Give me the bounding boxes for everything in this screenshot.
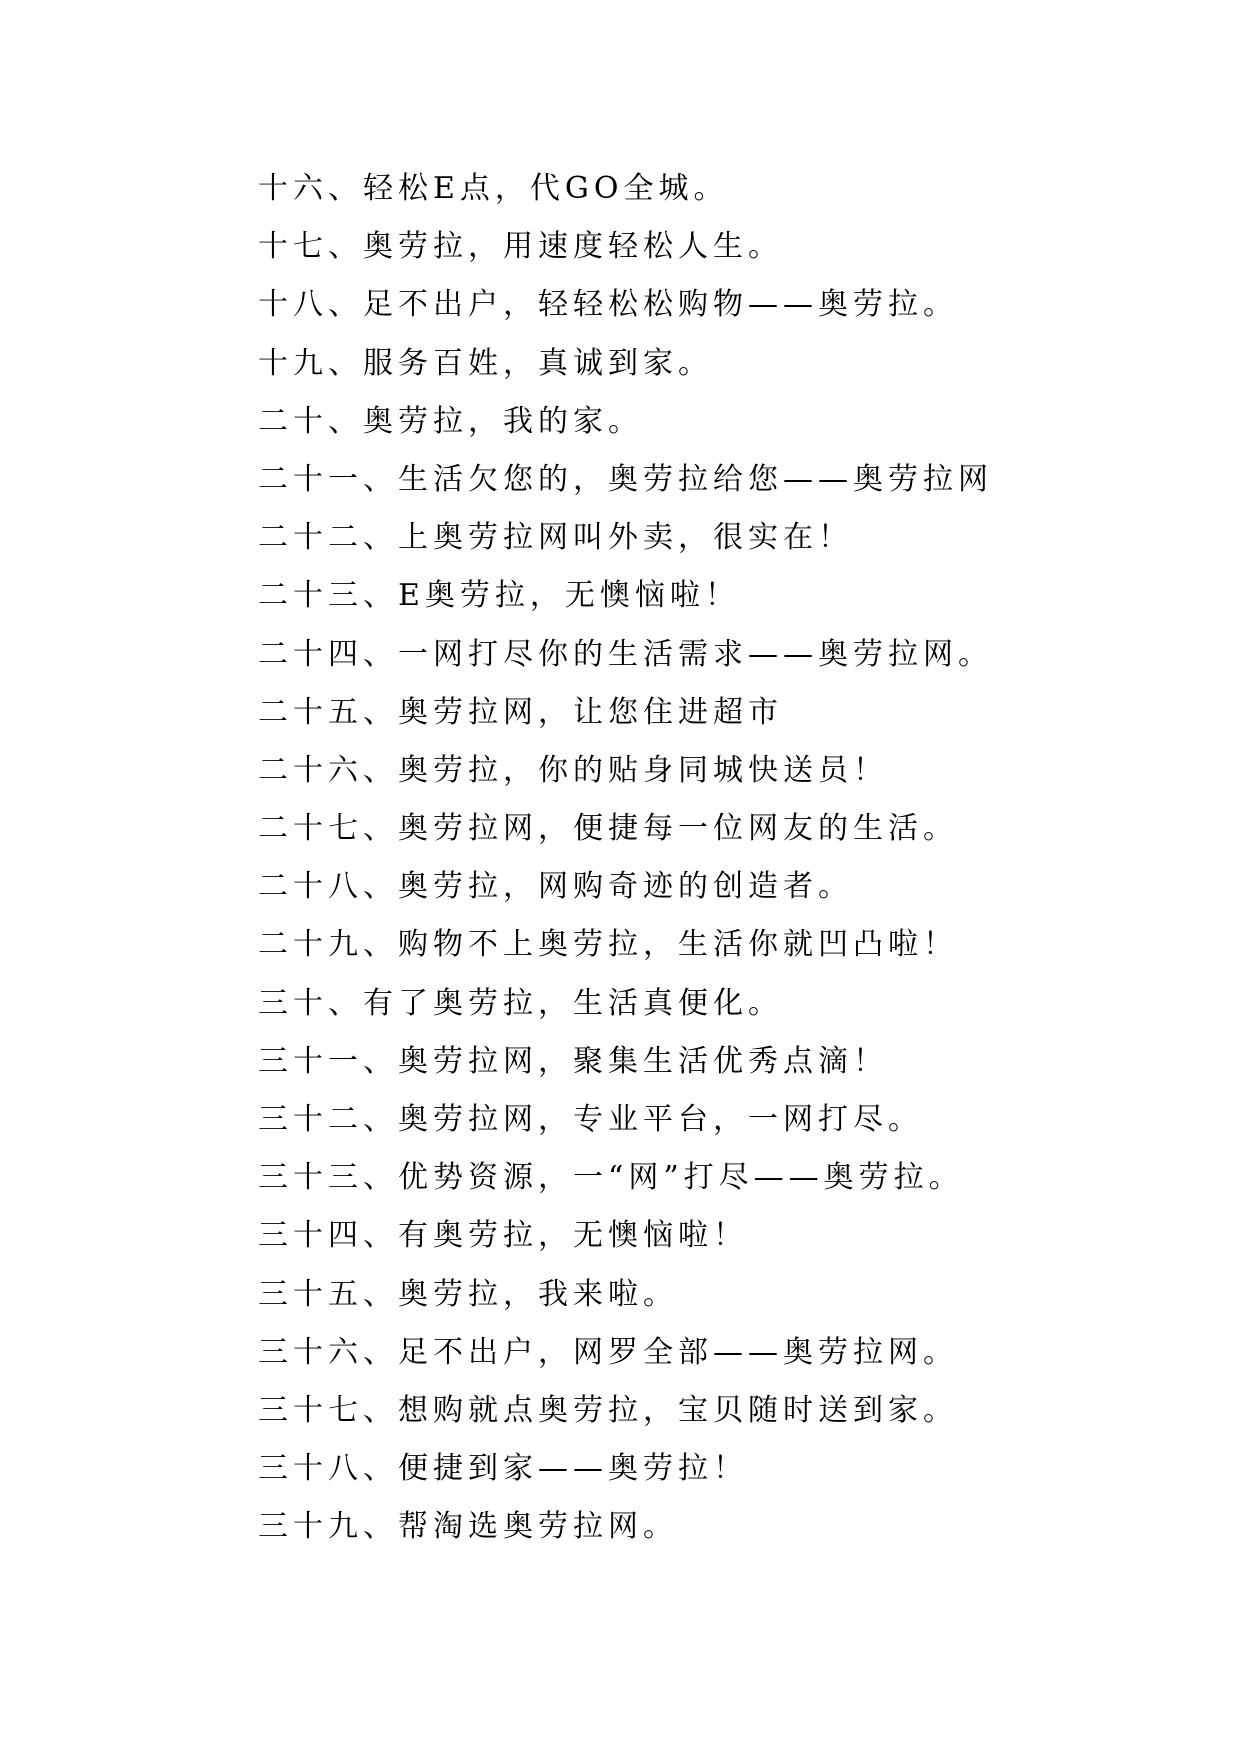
list-item: 十六、轻松E点，代GO全城。 <box>258 171 729 206</box>
list-item: 十八、足不出户，轻轻松松购物——奥劳拉。 <box>258 287 958 323</box>
list-item: 三十八、便捷到家——奥劳拉！ <box>258 1451 748 1487</box>
list-item: 三十二、奥劳拉网，专业平台，一网打尽。 <box>258 1102 923 1137</box>
list-item: 三十五、奥劳拉，我来啦。 <box>258 1276 678 1312</box>
list-item: 三十、有了奥劳拉，生活真便化。 <box>258 985 783 1021</box>
slogan-list <box>258 160 993 1557</box>
list-item: 二十二、上奥劳拉网叫外卖，很实在！ <box>258 520 853 556</box>
list-item: 十九、服务百姓，真诚到家。 <box>258 345 713 381</box>
list-item: 二十六、奥劳拉，你的贴身同城快送员！ <box>258 752 888 788</box>
list-item: 三十九、帮淘选奥劳拉网。 <box>258 1509 678 1545</box>
list-item: 二十九、购物不上奥劳拉，生活你就凹凸啦！ <box>258 927 958 963</box>
list-item: 二十五、奥劳拉网，让您住进超市 <box>258 694 783 730</box>
list-item: 二十、奥劳拉，我的家。 <box>258 403 643 439</box>
list-item: 二十一、生活欠您的，奥劳拉给您——奥劳拉网 <box>258 461 993 497</box>
list-item: 三十三、优势资源，一“网”打尽——奥劳拉。 <box>258 1160 964 1196</box>
list-item: 二十四、一网打尽你的生活需求——奥劳拉网。 <box>258 636 993 672</box>
list-item: 二十三、E奥劳拉，无懊恼啦！ <box>258 578 740 614</box>
list-item: 三十四、有奥劳拉，无懊恼啦！ <box>258 1218 748 1254</box>
list-item: 三十一、奥劳拉网，聚集生活优秀点滴！ <box>258 1043 888 1079</box>
list-item: 二十八、奥劳拉，网购奇迹的创造者。 <box>258 869 853 905</box>
list-item: 三十七、想购就点奥劳拉，宝贝随时送到家。 <box>258 1392 958 1428</box>
list-item: 三十六、足不出户，网罗全部——奥劳拉网。 <box>258 1334 958 1370</box>
list-item: 十七、奥劳拉，用速度轻松人生。 <box>258 229 783 265</box>
list-item: 二十七、奥劳拉网，便捷每一位网友的生活。 <box>258 811 958 847</box>
